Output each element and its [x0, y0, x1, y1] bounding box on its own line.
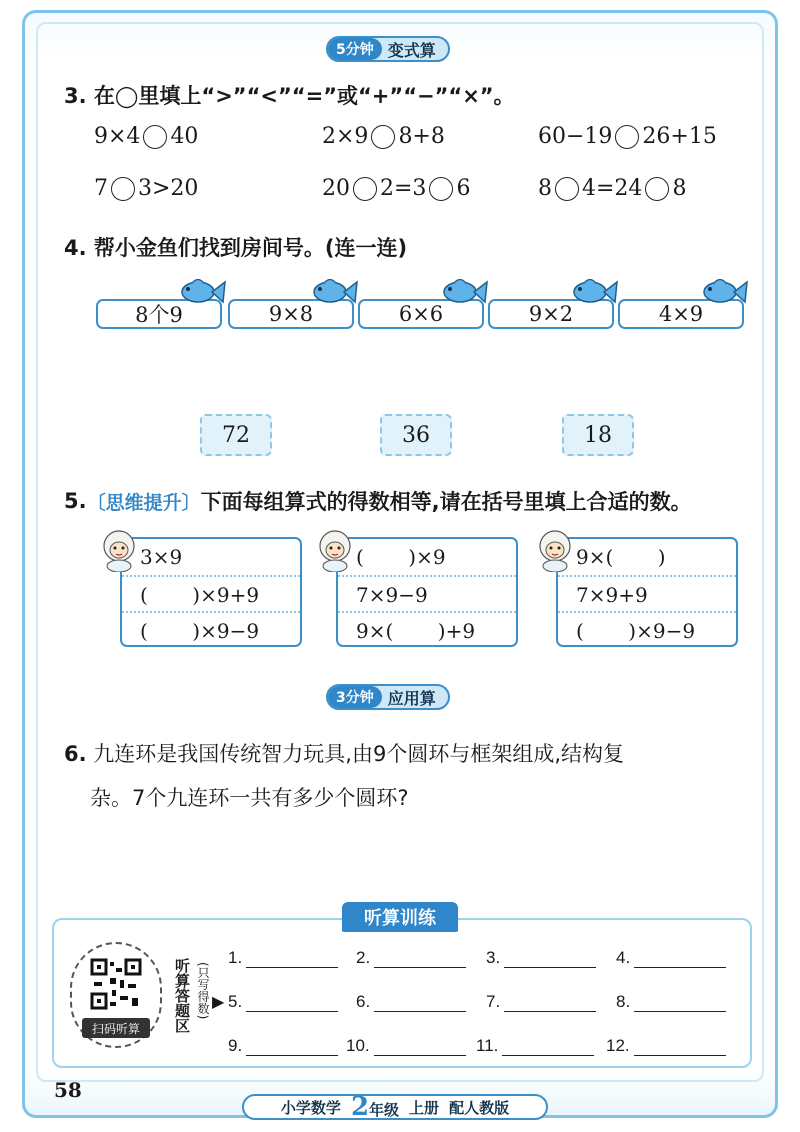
equation-row[interactable]: 9×( ) — [576, 545, 666, 569]
expr-part: 3>20 — [138, 176, 199, 201]
section-minutes: 3分钟 — [328, 686, 382, 708]
answer-slot[interactable] — [486, 992, 596, 1012]
equation-row[interactable]: ( )×9−9 — [558, 611, 736, 649]
qr-label: 扫码听算 — [82, 1018, 150, 1038]
answer-circle[interactable] — [143, 125, 167, 149]
q3-expr-2 — [322, 124, 445, 149]
goldfish-icon — [700, 276, 748, 306]
goldfish-icon — [178, 276, 226, 306]
q3-expr-1 — [94, 124, 198, 149]
answer-slot[interactable] — [606, 1036, 726, 1056]
grade-label: 年级 — [369, 1101, 400, 1119]
sheep-mascot-icon — [98, 528, 140, 572]
equation-row[interactable]: ( )×9−9 — [122, 611, 300, 649]
fish-card-3[interactable]: 6×6 — [358, 299, 484, 329]
answer-circle[interactable] — [353, 177, 377, 201]
equation-group-2 — [336, 537, 518, 647]
answer-slot[interactable] — [476, 1036, 594, 1056]
expr-left: 9×4 — [94, 124, 141, 149]
answer-number: 7. — [486, 992, 501, 1011]
answer-number: 6. — [356, 992, 371, 1011]
answer-line[interactable] — [374, 951, 466, 968]
expr-left: 2×9 — [322, 124, 369, 149]
answer-number: 10. — [346, 1036, 370, 1055]
answer-circle[interactable] — [645, 177, 669, 201]
book-info — [242, 1094, 548, 1120]
answer-slot[interactable] — [228, 1036, 338, 1056]
thinking-tag: 〔思维提升〕 — [86, 491, 201, 514]
question-5-title — [64, 486, 692, 516]
answer-number: 4. — [616, 948, 631, 967]
q3-expr-4 — [94, 176, 198, 201]
section-title: 应用算 — [387, 688, 436, 708]
section-minutes: 5分钟 — [328, 38, 382, 60]
answer-line[interactable] — [634, 951, 726, 968]
fish-card-1[interactable]: 8个9 — [96, 299, 222, 329]
listening-header: 听算训练 — [342, 902, 458, 932]
answer-number: 11. — [476, 1036, 499, 1055]
equation-group-1 — [120, 537, 302, 647]
answer-circle[interactable] — [615, 125, 639, 149]
expr-part: 6 — [456, 176, 471, 201]
answer-slot[interactable] — [486, 948, 596, 968]
room-number-3[interactable]: 18 — [562, 414, 634, 456]
answer-slot[interactable] — [616, 992, 726, 1012]
room-number-1[interactable]: 72 — [200, 414, 272, 456]
equation-row[interactable]: 7×9+9 — [558, 575, 736, 613]
expr-part: 2=3 — [380, 176, 427, 201]
q3-expr-3 — [538, 124, 717, 149]
answer-number: 5. — [228, 992, 243, 1011]
section-header-3min — [326, 684, 450, 710]
answer-circle[interactable] — [371, 125, 395, 149]
expr-right: 40 — [170, 124, 199, 149]
equation-row[interactable]: 7×9−9 — [338, 575, 516, 613]
goldfish-icon — [570, 276, 618, 306]
expr-right: 8+8 — [398, 124, 445, 149]
answer-circle[interactable] — [429, 177, 453, 201]
answer-line[interactable] — [504, 995, 596, 1012]
play-arrow-icon: ▶ — [212, 992, 225, 1011]
answer-line[interactable] — [374, 1039, 466, 1056]
expr-part: 7 — [94, 176, 108, 201]
answer-number: 3. — [486, 948, 501, 967]
expr-left: 60−19 — [538, 124, 613, 149]
goldfish-icon — [310, 276, 358, 306]
answer-circle[interactable] — [111, 177, 135, 201]
answer-area-label: 听算答题区 — [173, 958, 191, 1033]
goldfish-icon — [440, 276, 488, 306]
answer-number: 1. — [228, 948, 243, 967]
answer-line[interactable] — [502, 1039, 594, 1056]
answer-slot[interactable] — [356, 948, 466, 968]
edition: 配人教版 — [449, 1098, 510, 1117]
sheep-mascot-icon — [314, 528, 356, 572]
answer-slot[interactable] — [346, 1036, 466, 1056]
expr-part: 8 — [538, 176, 552, 201]
equation-row[interactable]: ( )×9 — [356, 545, 446, 569]
question-number: 6. — [64, 742, 87, 766]
answer-number: 9. — [228, 1036, 243, 1055]
equation-row[interactable]: ( )×9+9 — [122, 575, 300, 613]
page-number: 58 — [54, 1078, 82, 1102]
question-text: 下面每组算式的得数相等,请在括号里填上合适的数。 — [200, 490, 692, 514]
answer-line[interactable] — [504, 951, 596, 968]
fish-card-5[interactable]: 4×9 — [618, 299, 744, 329]
answer-line[interactable] — [634, 1039, 726, 1056]
qr-code-icon[interactable] — [90, 958, 142, 1010]
fish-card-4[interactable]: 9×2 — [488, 299, 614, 329]
equation-row[interactable]: 9×( )+9 — [338, 611, 516, 649]
expr-part: 8 — [672, 176, 687, 201]
answer-line[interactable] — [246, 951, 338, 968]
expr-part: 20 — [322, 176, 350, 201]
question-number: 5. — [64, 489, 87, 513]
answer-line[interactable] — [374, 995, 466, 1012]
q3-expr-6 — [538, 176, 686, 201]
equation-row[interactable]: 3×9 — [140, 545, 183, 569]
question-text-line1: 九连环是我国传统智力玩具,由9个圆环与框架组成,结构复 — [93, 742, 624, 766]
answer-line[interactable] — [246, 1039, 338, 1056]
answer-line[interactable] — [634, 995, 726, 1012]
question-4-title: 4. 帮小金鱼们找到房间号。(连一连) — [64, 236, 408, 260]
sheep-mascot-icon — [534, 528, 576, 572]
expr-right: 26+15 — [642, 124, 717, 149]
section-title: 变式算 — [387, 40, 436, 60]
equation-group-3 — [556, 537, 738, 647]
question-text-line2: 杂。7个九连环一共有多少个圆环? — [90, 786, 409, 810]
answer-slot[interactable] — [228, 992, 338, 1012]
grade-number: 2 — [350, 1092, 370, 1122]
q3-expr-5 — [322, 176, 470, 201]
subject: 小学数学 — [280, 1098, 341, 1117]
question-6 — [64, 732, 754, 820]
answer-number: 12. — [606, 1036, 630, 1055]
answer-area-note: (只写得数) — [196, 962, 210, 1020]
answer-line[interactable] — [246, 995, 338, 1012]
answer-slot[interactable] — [228, 948, 338, 968]
expr-part: 4=24 — [582, 176, 643, 201]
question-3-title: 3. 在◯里填上“>”“<”“=”或“+”“−”“×”。 — [64, 84, 515, 108]
answer-slot[interactable] — [356, 992, 466, 1012]
answer-number: 2. — [356, 948, 371, 967]
fish-card-2[interactable]: 9×8 — [228, 299, 354, 329]
section-header-5min — [326, 36, 450, 62]
qr-frame — [70, 942, 162, 1048]
answer-slot[interactable] — [616, 948, 726, 968]
room-number-2[interactable]: 36 — [380, 414, 452, 456]
answer-circle[interactable] — [555, 177, 579, 201]
volume: 上册 — [409, 1098, 440, 1117]
answer-number: 8. — [616, 992, 631, 1011]
